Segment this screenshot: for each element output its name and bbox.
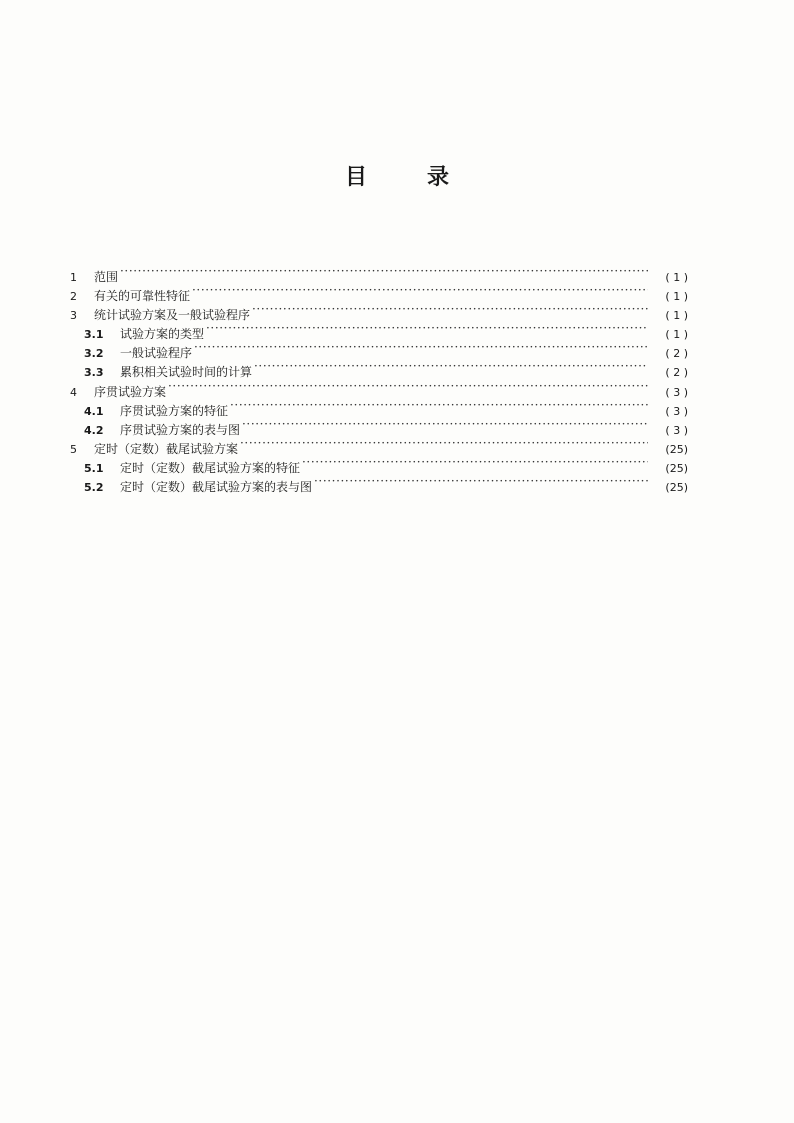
toc-leader-dots (240, 434, 648, 453)
toc-entry[interactable] (70, 262, 688, 284)
toc-entry-label: 有关的可靠性特征 (94, 289, 191, 304)
toc-leader-dots (242, 415, 648, 434)
title-char-left: 目 (344, 165, 367, 190)
toc-entry-number: 3.1 (84, 328, 104, 342)
toc-entry-page: ( 3 ) (665, 423, 688, 437)
toc-entry-label: 序贯试验方案的表与图 (120, 422, 241, 437)
toc-entry-number: 3.2 (84, 347, 104, 361)
toc-entry-page: (25) (665, 442, 688, 456)
page-title (0, 160, 794, 191)
toc-entry-label: 试验方案的类型 (120, 327, 205, 342)
toc-leader-dots (252, 300, 648, 319)
toc-entry-number: 3 (70, 309, 77, 323)
toc-entry-label: 统计试验方案及一般试验程序 (94, 308, 251, 323)
toc-entry-number: 4.2 (84, 423, 104, 437)
toc-entry-number: 5.1 (84, 461, 104, 475)
toc-entry-page: (25) (665, 481, 688, 495)
table-of-contents (70, 262, 688, 495)
toc-entry-page: ( 2 ) (665, 366, 688, 380)
toc-entry-page: ( 1 ) (665, 290, 688, 304)
toc-leader-dots (168, 377, 648, 396)
toc-leader-dots (314, 472, 648, 491)
toc-entry-number: 5.2 (84, 481, 104, 495)
toc-entry-page: ( 1 ) (665, 309, 688, 323)
toc-entry-page: (25) (665, 461, 688, 475)
toc-entry-number: 4 (70, 385, 77, 399)
toc-entry-label: 累积相关试验时间的计算 (120, 365, 253, 380)
toc-leader-dots (302, 453, 648, 472)
toc-leader-dots (230, 396, 648, 415)
toc-leader-dots (192, 281, 648, 300)
toc-entry-number: 1 (70, 271, 77, 284)
toc-entry-label: 定时（定数）截尾试验方案 (94, 441, 239, 456)
toc-leader-dots (254, 357, 648, 376)
toc-entry-label: 定时（定数）截尾试验方案的表与图 (120, 480, 313, 495)
toc-entry-label: 序贯试验方案 (94, 384, 167, 399)
toc-entry-page: ( 3 ) (665, 385, 688, 399)
toc-entry-page: ( 2 ) (665, 347, 688, 361)
toc-entry-page: ( 3 ) (665, 404, 688, 418)
toc-leader-dots (194, 338, 648, 357)
toc-entry-page: ( 1 ) (665, 328, 688, 342)
title-char-right: 录 (427, 165, 450, 190)
toc-entry-page: ( 1 ) (665, 271, 688, 284)
toc-entry-label: 范围 (94, 270, 119, 284)
toc-entry-number: 4.1 (84, 404, 104, 418)
toc-entry-number: 3.3 (84, 366, 104, 380)
toc-entry-label: 序贯试验方案的特征 (120, 403, 229, 418)
toc-entry-number: 2 (70, 290, 77, 304)
toc-leader-dots (120, 262, 648, 281)
toc-leader-dots (206, 319, 648, 338)
toc-entry-number: 5 (70, 442, 77, 456)
toc-entry-label: 定时（定数）截尾试验方案的特征 (120, 460, 301, 475)
toc-entry[interactable] (70, 281, 688, 304)
toc-entry-label: 一般试验程序 (120, 346, 193, 361)
